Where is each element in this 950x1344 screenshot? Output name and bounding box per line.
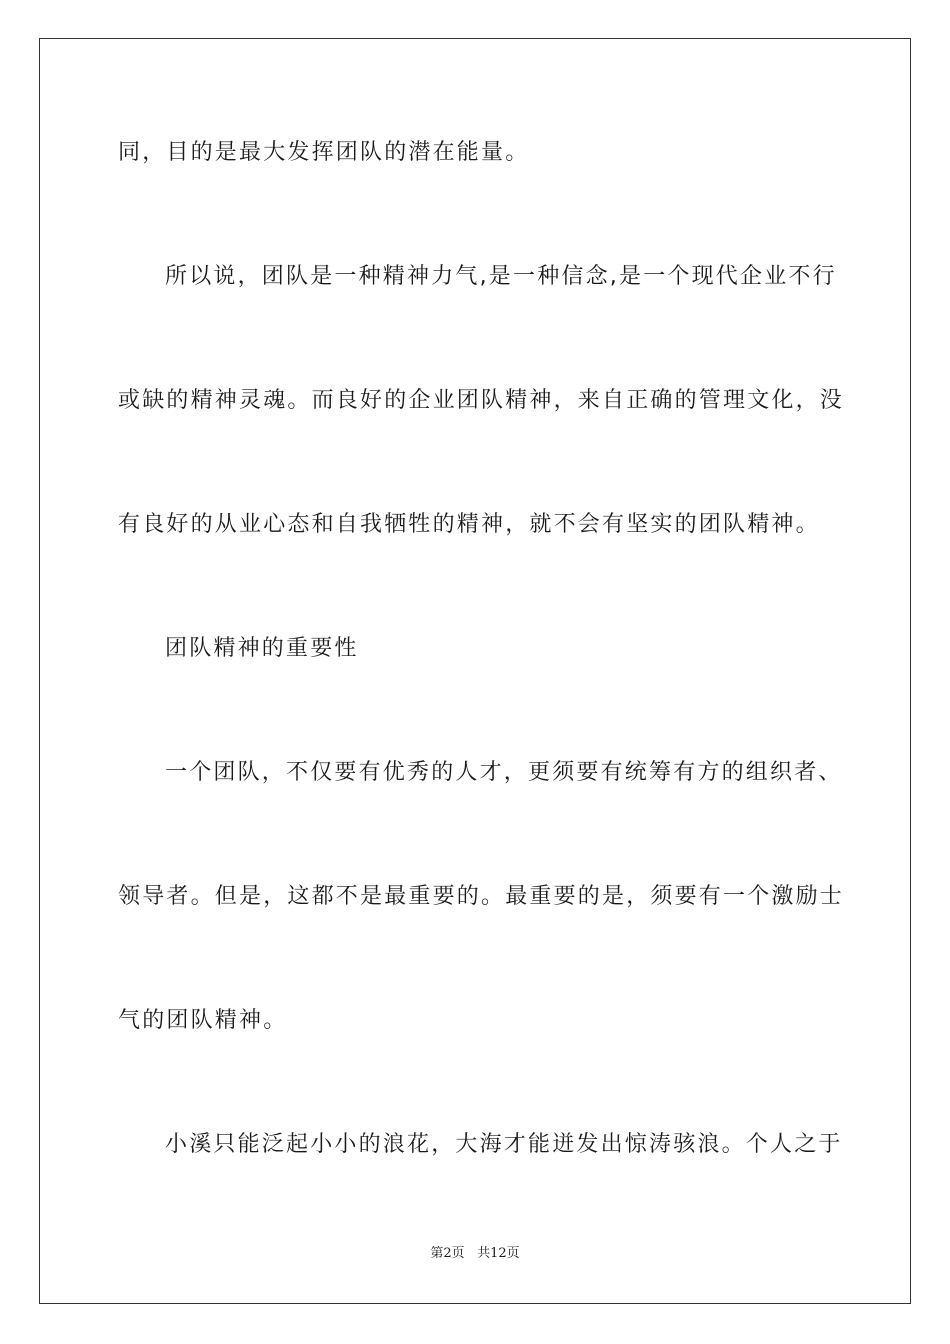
page-footer [0, 1245, 950, 1263]
text-line: 或缺的精神灵魂。而良好的企业团队精神，来自正确的管理文化，没 [118, 388, 845, 413]
page-number: 第2页 [430, 1246, 465, 1261]
text-line: 领导者。但是，这都不是最重要的。最重要的是，须要有一个激励士 [118, 884, 845, 909]
section-heading: 团队精神的重要性 [165, 636, 359, 661]
text-line: 气的团队精神。 [118, 1008, 288, 1033]
text-line: 所以说，团队是一种精神力气,是一种信念,是一个现代企业不行 [165, 264, 837, 289]
text-line: 同，目的是最大发挥团队的潜在能量。 [118, 140, 530, 165]
page-border [39, 38, 911, 1304]
text-line: 一个团队，不仅要有优秀的人才，更须要有统筹有方的组织者、 [165, 760, 843, 785]
text-line: 有良好的从业心态和自我牺牲的精神，就不会有坚实的团队精神。 [118, 512, 820, 537]
page-total: 共12页 [477, 1246, 520, 1261]
text-line: 小溪只能泛起小小的浪花，大海才能迸发出惊涛骇浪。个人之于 [165, 1132, 843, 1157]
